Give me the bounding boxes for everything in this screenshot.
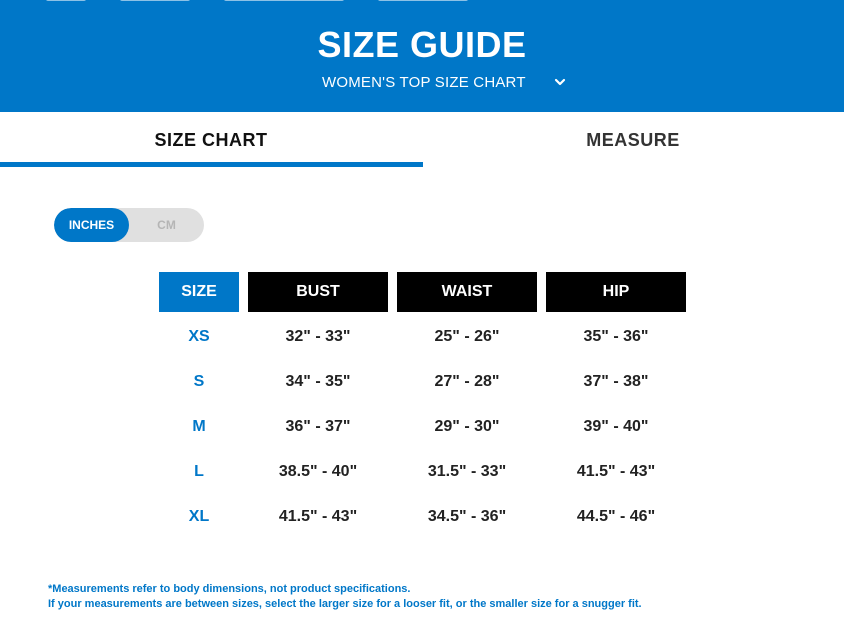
tab-size-chart[interactable]: SIZE CHART <box>154 129 268 150</box>
column-header-hip: HIP <box>546 272 686 312</box>
clipped-nav-strip <box>46 0 606 3</box>
hip-cell: 35" - 36" <box>583 328 649 345</box>
tab-bar <box>0 112 844 168</box>
table-row <box>159 404 686 449</box>
bust-cell: 32" - 33" <box>285 328 351 345</box>
column-header-bust: BUST <box>248 272 388 312</box>
tab-measure[interactable]: MEASURE <box>586 129 680 150</box>
waist-cell: 25" - 26" <box>434 328 500 345</box>
bust-cell: 36" - 37" <box>285 418 351 435</box>
fit-advice-note: If your measurements are between sizes, select the larger size for a looser fit, or the smaller size for a snugger fit. <box>48 598 642 610</box>
waist-cell: 27" - 28" <box>434 373 500 390</box>
column-header-waist: WAIST <box>397 272 537 312</box>
bust-cell: 41.5" - 43" <box>278 508 358 525</box>
waist-cell: 34.5" - 36" <box>427 508 507 525</box>
unit-option-inches[interactable]: INCHES <box>54 208 129 242</box>
unit-option-cm[interactable]: CM <box>157 218 176 232</box>
column-header-size: SIZE <box>159 272 239 312</box>
size-guide-header <box>0 0 844 112</box>
bust-cell: 34" - 35" <box>285 373 351 390</box>
hip-cell: 44.5" - 46" <box>576 508 656 525</box>
hip-cell: 37" - 38" <box>583 373 649 390</box>
waist-cell: 31.5" - 33" <box>427 463 507 480</box>
table-row <box>159 494 686 539</box>
measurement-note: *Measurements refer to body dimensions, not product specifications. <box>48 583 411 595</box>
table-row <box>159 314 686 359</box>
size-chart-dropdown[interactable] <box>322 72 568 92</box>
unit-toggle[interactable] <box>54 208 204 242</box>
size-cell: S <box>193 373 205 390</box>
chevron-down-icon <box>552 74 568 90</box>
table-row <box>159 449 686 494</box>
bust-cell: 38.5" - 40" <box>278 463 358 480</box>
size-cell: XL <box>188 508 210 525</box>
active-tab-indicator <box>0 162 423 167</box>
size-cell: XS <box>188 328 210 345</box>
page-title: SIZE GUIDE <box>317 24 527 65</box>
hip-cell: 41.5" - 43" <box>576 463 656 480</box>
size-cell: M <box>192 418 206 435</box>
size-chart-dropdown-label: WOMEN'S TOP SIZE CHART <box>322 73 526 91</box>
hip-cell: 39" - 40" <box>583 418 649 435</box>
size-cell: L <box>194 463 204 480</box>
table-row <box>159 359 686 404</box>
waist-cell: 29" - 30" <box>434 418 500 435</box>
